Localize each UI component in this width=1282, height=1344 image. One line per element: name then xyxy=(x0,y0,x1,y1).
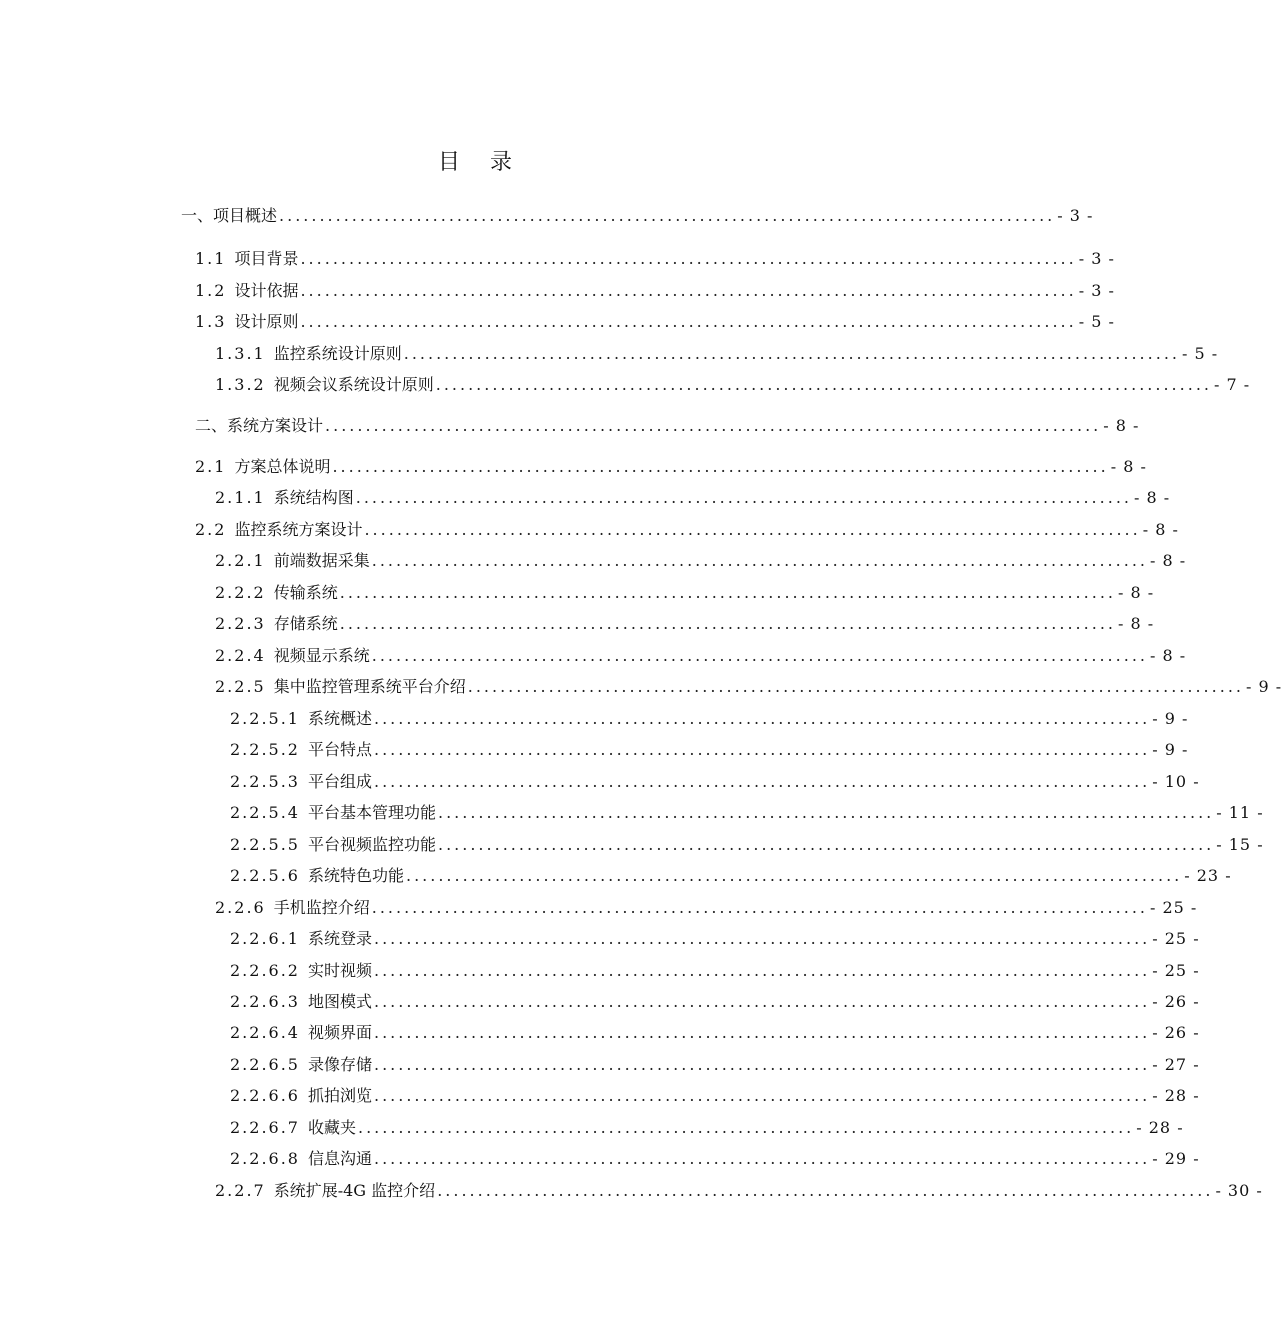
toc-entry[interactable]: 1.3.1 监控系统设计原则 ................................................................................................ - 5 - xyxy=(215,342,806,366)
toc-entry[interactable]: 2.2.5.5 平台视频监控功能 ................................................................................................ - 15 - xyxy=(230,833,806,857)
toc-entry[interactable]: 2.2.6.3 地图模式 ................................................................................................ - 26 - xyxy=(230,990,806,1014)
toc-entry-page: - 8 - xyxy=(1149,551,1187,570)
toc-leader: ................................................................................................ xyxy=(374,992,1151,1011)
toc-entry-text: 设计原则 xyxy=(234,312,299,331)
toc-leader: ................................................................................................ xyxy=(374,709,1151,728)
toc-leader: ................................................................................................ xyxy=(371,646,1148,665)
toc-entry-text: 视频会议系统设计原则 xyxy=(273,375,434,394)
toc-leader: ................................................................................................ xyxy=(374,1055,1151,1074)
toc-entry[interactable]: 2.2.6.1 系统登录 ................................................................................................ - 25 - xyxy=(230,927,806,951)
toc-leader: ................................................................................................ xyxy=(374,772,1151,791)
toc-entry-page: - 30 - xyxy=(1215,1181,1263,1200)
toc-entry-page: - 8 - xyxy=(1103,416,1140,435)
toc-entry[interactable]: 2.1.1 系统结构图 ................................................................................................ - 8 - xyxy=(215,486,806,510)
toc-entry-text: 监控系统方案设计 xyxy=(234,520,363,539)
toc-entry-page: - 28 - xyxy=(1136,1118,1184,1137)
toc-entry[interactable]: 2.2.4 视频显示系统 ................................................................................................ - 8 - xyxy=(215,644,806,668)
toc-entry[interactable] xyxy=(181,204,1094,228)
toc-entry-page: - 3 - xyxy=(1057,206,1094,225)
toc-entry[interactable]: 2.2.6 手机监控介绍 ................................................................................................ - 25 - xyxy=(215,896,806,920)
toc-entry-page: - 8 - xyxy=(1110,457,1147,476)
toc-entry[interactable]: 2.2.6.7 收藏夹 ................................................................................................ - 28 - xyxy=(230,1116,806,1140)
toc-entry-text: 视频显示系统 xyxy=(273,646,370,665)
toc-entry-text: 抓拍浏览 xyxy=(307,1086,372,1105)
toc-entry[interactable]: 2.2.6.2 实时视频 ................................................................................................ - 25 - xyxy=(230,959,806,983)
toc-leader: ................................................................................................ xyxy=(438,835,1215,854)
toc-entry-page: - 9 - xyxy=(1152,740,1189,759)
toc-entry-page: - 3 - xyxy=(1078,249,1115,268)
toc-entry[interactable]: 2.2.7 系统扩展-4G 监控介绍 ................................................................................................ - 30 - xyxy=(215,1179,806,1203)
toc-entry-text: 信息沟通 xyxy=(307,1149,372,1168)
toc-leader: ................................................................................................ xyxy=(438,803,1215,822)
toc-leader: ................................................................................................ xyxy=(339,583,1116,602)
toc-leader: ................................................................................................ xyxy=(279,206,1056,225)
toc-entry-page: - 26 - xyxy=(1152,1023,1200,1042)
toc-entry-text: 二、系统方案设计 xyxy=(195,416,324,435)
toc-leader: ................................................................................................ xyxy=(437,1181,1214,1200)
toc-entry-text: 系统登录 xyxy=(307,929,372,948)
toc-entry[interactable]: 2.2.6.5 录像存储 ................................................................................................ - 27 - xyxy=(230,1053,806,1077)
toc-leader: ................................................................................................ xyxy=(374,961,1151,980)
toc-entry-text: 系统特色功能 xyxy=(307,866,404,885)
toc-entry-text: 集中监控管理系统平台介绍 xyxy=(273,677,466,696)
toc-leader: ................................................................................................ xyxy=(325,416,1102,435)
toc-entry-page: - 5 - xyxy=(1181,344,1219,363)
toc-entry[interactable]: 2.2.6.6 抓拍浏览 ................................................................................................ - 28 - xyxy=(230,1084,806,1108)
toc-leader: ................................................................................................ xyxy=(339,614,1116,633)
toc-entry-text: 前端数据采集 xyxy=(273,551,370,570)
toc-leader: ................................................................................................ xyxy=(355,488,1132,507)
toc-entry-text: 手机监控介绍 xyxy=(273,898,370,917)
toc-entry-text: 平台基本管理功能 xyxy=(307,803,436,822)
toc-entry-page: - 25 - xyxy=(1149,898,1198,917)
toc-leader: ................................................................................................ xyxy=(371,898,1148,917)
toc-entry-page: - 29 - xyxy=(1152,1149,1200,1168)
toc-entry-page: - 11 - xyxy=(1216,803,1264,822)
toc-entry[interactable]: 2.2.5.3 平台组成 ................................................................................................ - 10 - xyxy=(230,770,806,794)
toc-leader: ................................................................................................ xyxy=(300,281,1077,300)
toc-leader: ................................................................................................ xyxy=(374,929,1151,948)
toc-entry[interactable]: 1.3 设计原则 ................................................................................................ - 5 - xyxy=(195,310,806,334)
toc-entry-page: - 8 - xyxy=(1117,614,1155,633)
toc-leader: ................................................................................................ xyxy=(374,1023,1151,1042)
toc-leader: ................................................................................................ xyxy=(374,1149,1151,1168)
toc-entry-text: 系统扩展-4G 监控介绍 xyxy=(273,1181,436,1200)
page-title-left: 目 xyxy=(437,150,460,175)
toc-entry-text: 一、项目概述 xyxy=(181,206,278,225)
toc-entry[interactable]: 2.2.3 存储系统 ................................................................................................ - 8 - xyxy=(215,612,806,636)
toc-entry[interactable]: 2.2.6.4 视频界面 ................................................................................................ - 26 - xyxy=(230,1021,806,1045)
toc-entry-page: - 8 - xyxy=(1117,583,1155,602)
toc-entry[interactable]: 2.2.5.2 平台特点 ................................................................................................ - 9 - xyxy=(230,738,806,762)
toc-entry[interactable]: 1.2 设计依据 ................................................................................................ - 3 - xyxy=(195,279,806,303)
toc-entry-text: 系统结构图 xyxy=(273,488,354,507)
toc-entry-page: - 23 - xyxy=(1184,866,1232,885)
toc-entry[interactable]: 2.2.6.8 信息沟通 ................................................................................................ - 29 - xyxy=(230,1147,806,1171)
toc-entry-text: 方案总体说明 xyxy=(234,457,331,476)
toc-leader: ................................................................................................ xyxy=(374,740,1151,759)
toc-entry[interactable]: 2.2.5 集中监控管理系统平台介绍 ................................................................................................ - 9 - xyxy=(215,675,806,699)
toc-leader: ................................................................................................ xyxy=(300,249,1077,268)
toc-entry-text: 平台组成 xyxy=(307,772,372,791)
toc-entry-page: - 7 - xyxy=(1213,375,1251,394)
toc-entry[interactable]: 2.2.5.1 系统概述 ................................................................................................ - 9 - xyxy=(230,707,806,731)
toc-leader: ................................................................................................ xyxy=(406,866,1183,885)
toc-leader: ................................................................................................ xyxy=(300,312,1077,331)
toc-entry[interactable]: 1.3.2 视频会议系统设计原则 ................................................................................................ - 7 - xyxy=(215,373,806,397)
toc-entry-page: - 8 - xyxy=(1133,488,1171,507)
toc-entry-text: 平台特点 xyxy=(307,740,372,759)
toc-entry-page: - 3 - xyxy=(1078,281,1115,300)
toc-leader: ................................................................................................ xyxy=(467,677,1244,696)
toc-leader: ................................................................................................ xyxy=(435,375,1212,394)
toc-leader: ................................................................................................ xyxy=(358,1118,1135,1137)
toc-entry-page: - 8 - xyxy=(1149,646,1187,665)
toc-entry-text: 平台视频监控功能 xyxy=(307,835,436,854)
toc-entry-page: - 27 - xyxy=(1152,1055,1200,1074)
toc-entry-text: 监控系统设计原则 xyxy=(273,344,402,363)
toc-entry-page: - 10 - xyxy=(1152,772,1200,791)
toc-entry-text: 存储系统 xyxy=(273,614,338,633)
toc-entry[interactable]: 2.2.5.6 系统特色功能 ................................................................................................ - 23 - xyxy=(230,864,806,888)
toc-entry-page: - 28 - xyxy=(1152,1086,1200,1105)
toc-leader: ................................................................................................ xyxy=(364,520,1141,539)
toc-entry-text: 录像存储 xyxy=(307,1055,372,1074)
toc-entry-page: - 5 - xyxy=(1078,312,1115,331)
toc-entry[interactable]: 2.2.5.4 平台基本管理功能 ................................................................................................ - 11 - xyxy=(230,801,806,825)
toc-entry-text: 项目背景 xyxy=(234,249,299,268)
toc-entry-page: - 25 - xyxy=(1152,929,1200,948)
toc-leader: ................................................................................................ xyxy=(403,344,1180,363)
toc-entry-text: 系统概述 xyxy=(307,709,372,728)
toc-entry-page: - 25 - xyxy=(1152,961,1200,980)
toc-entry[interactable]: 1.1 项目背景 ................................................................................................ - 3 - xyxy=(195,247,806,271)
toc-leader: ................................................................................................ xyxy=(374,1086,1151,1105)
toc-entry[interactable]: 2.1 方案总体说明 ................................................................................................ - 8 - xyxy=(195,455,806,479)
toc-entry[interactable]: 2.2.1 前端数据采集 ................................................................................................ - 8 - xyxy=(215,549,806,573)
page-title-right: 录 xyxy=(490,150,513,175)
toc-entry[interactable] xyxy=(195,414,1140,438)
toc-entry-text: 设计依据 xyxy=(234,281,299,300)
toc-entry[interactable]: 2.2.2 传输系统 ................................................................................................ - 8 - xyxy=(215,581,806,605)
toc-entry-text: 实时视频 xyxy=(307,961,372,980)
toc-entry-text: 传输系统 xyxy=(273,583,338,602)
toc-entry-page: - 8 - xyxy=(1142,520,1179,539)
toc-entry-page: - 9 - xyxy=(1152,709,1189,728)
toc-entry-text: 地图模式 xyxy=(307,992,372,1011)
toc-entry-page: - 9 - xyxy=(1245,677,1282,696)
toc-entry-text: 视频界面 xyxy=(307,1023,372,1042)
toc-entry-text: 收藏夹 xyxy=(307,1118,356,1137)
toc-leader: ................................................................................................ xyxy=(332,457,1109,476)
toc-entry-page: - 15 - xyxy=(1216,835,1264,854)
toc-entry-page: - 26 - xyxy=(1152,992,1200,1011)
toc-leader: ................................................................................................ xyxy=(371,551,1148,570)
toc-entry[interactable]: 2.2 监控系统方案设计 ................................................................................................ - 8 - xyxy=(195,518,806,542)
